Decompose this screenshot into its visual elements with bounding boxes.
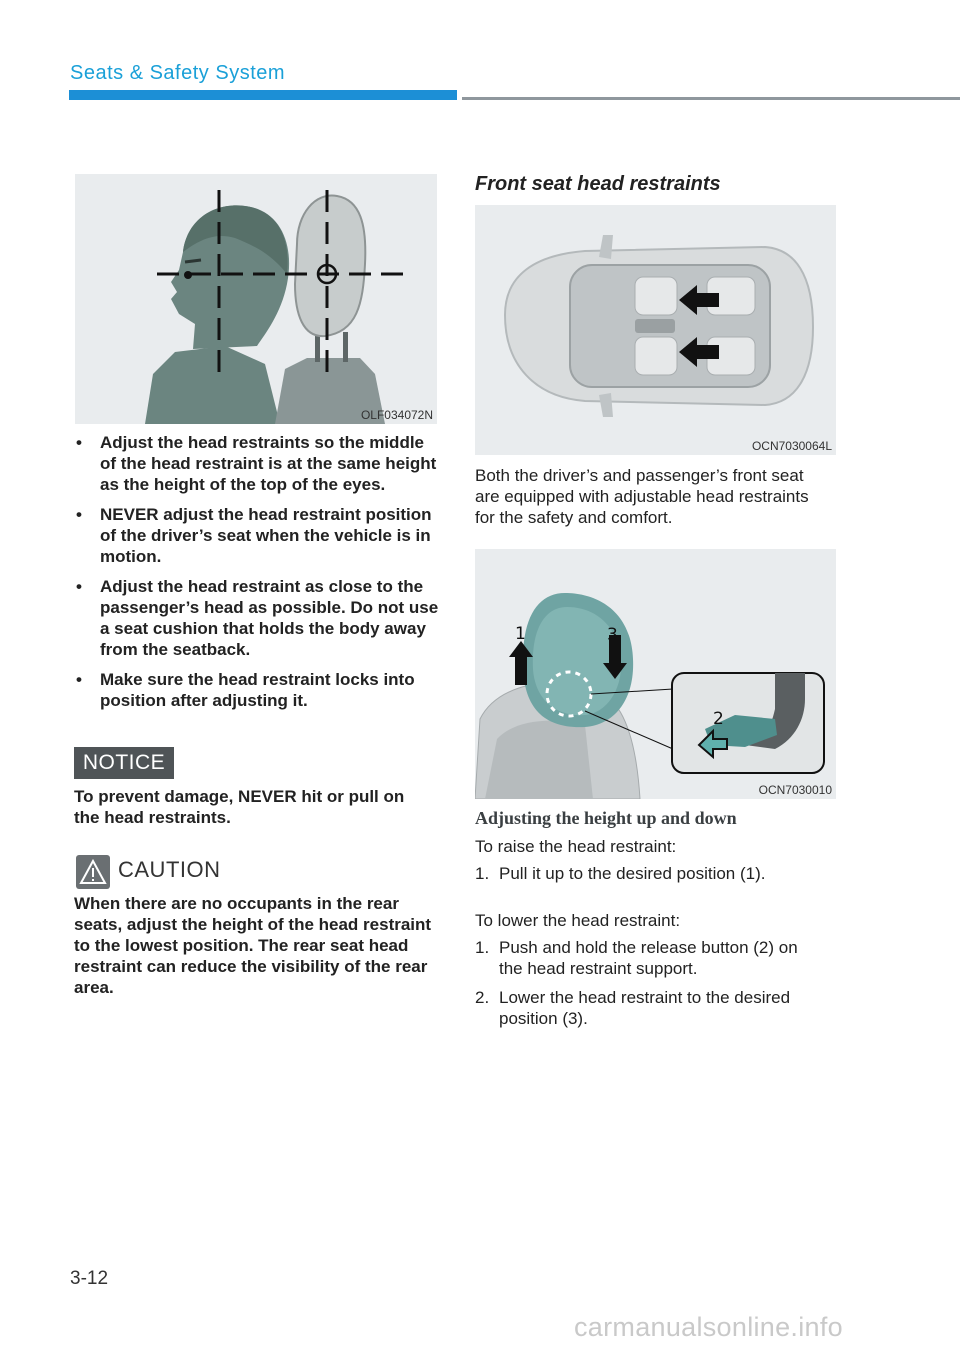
callout-label: 2	[713, 709, 724, 729]
step-number: 1.	[475, 864, 490, 883]
callout-label: 1	[515, 624, 526, 644]
raise-intro: To raise the head restraint:	[475, 837, 677, 856]
lower-intro: To lower the head restraint:	[475, 911, 681, 930]
notice-badge: NOTICE	[74, 747, 174, 779]
list-item: • Adjust the head restraint as close to the passenger’s head as possible. Do not use a seat cushion that holds the body away from the seatback.	[74, 576, 442, 660]
list-item: • NEVER adjust the head restraint position of the driver’s seat when the vehicle is in motion.	[74, 504, 442, 567]
step-number: 1.	[475, 938, 490, 957]
head-restraint-guidelines	[74, 432, 442, 720]
section-title: Front seat head restraints	[475, 173, 721, 195]
warning-triangle-icon	[76, 855, 110, 889]
raise-steps	[475, 863, 825, 892]
figure-code: OCN7030064L	[751, 439, 832, 453]
list-item: • Adjust the head restraints so the middle of the head restraint is at the same height as the height of the top of the eyes.	[74, 432, 442, 495]
list-item	[475, 937, 825, 979]
callout-label: 3	[607, 625, 618, 645]
head-position-illustration	[75, 174, 437, 424]
notice-text: To prevent damage, NEVER hit or pull on the head restraints.	[74, 787, 405, 827]
head-restraint-adjust-figure	[475, 549, 836, 799]
lower-steps	[475, 937, 825, 1037]
list-item	[475, 863, 825, 884]
step-text: Push and hold the release button (2) on the head restraint support.	[499, 938, 798, 978]
caution-text: When there are no occupants in the rear seats, adjust the height of the head restraint to the lowest position. The rear seat head restraint can reduce the visibility of the rear area.	[74, 894, 432, 997]
section-header-title: Seats & Safety System	[70, 62, 286, 84]
figure-code: OCN7030010	[758, 783, 832, 797]
watermark: carmanualsonline.info	[574, 1312, 843, 1342]
car-top-view-figure	[475, 205, 836, 455]
header-rule	[462, 97, 960, 100]
list-item: • Make sure the head restraint locks into position after adjusting it.	[74, 669, 442, 711]
step-text: Lower the head restraint to the desired position (3).	[499, 988, 791, 1028]
head-restraint-adjust-illustration	[475, 549, 836, 799]
head-position-diagram	[75, 174, 437, 424]
page-number: 3-12	[70, 1268, 109, 1289]
car-top-view-illustration	[475, 205, 836, 455]
step-text: Pull it up to the desired position (1).	[499, 864, 766, 883]
header-accent-bar	[69, 90, 457, 100]
subsection-heading: Adjusting the height up and down	[475, 808, 737, 828]
figure-code: OLF034072N	[360, 408, 433, 422]
caution-title: CAUTION	[118, 857, 221, 882]
step-number: 2.	[475, 988, 490, 1007]
list-item	[475, 987, 825, 1029]
intro-paragraph: Both the driver’s and passenger’s front seat are equipped with adjustable head restraints for the safety and comfort.	[475, 466, 809, 527]
